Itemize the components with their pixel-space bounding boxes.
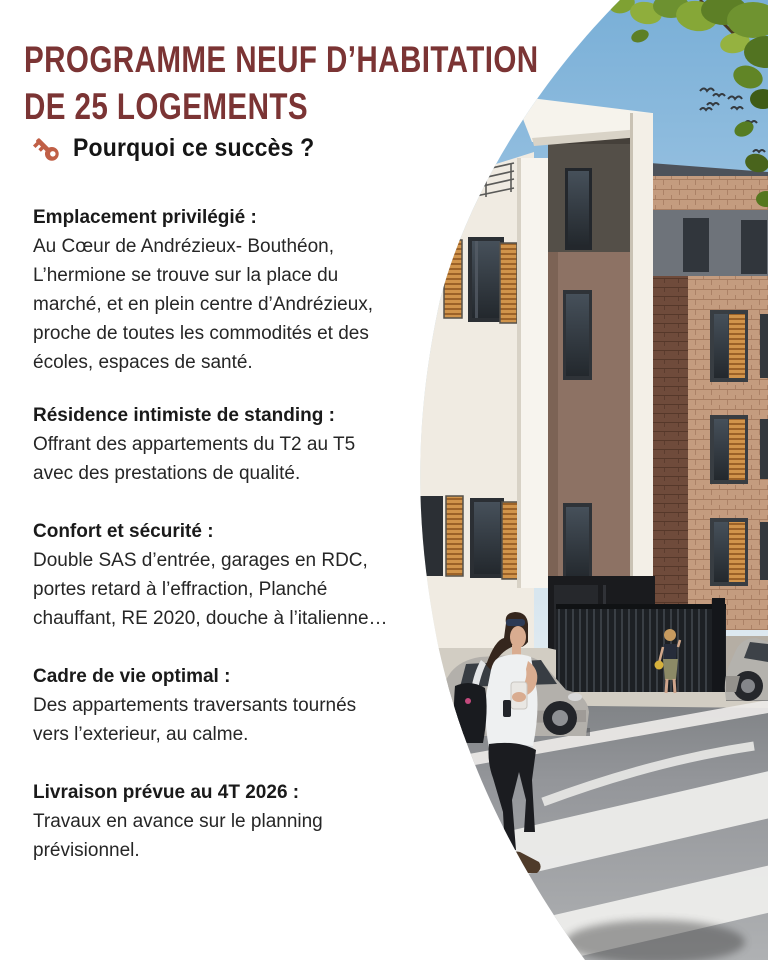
tagline bbox=[30, 132, 335, 165]
section-body bbox=[33, 430, 355, 488]
body-line: portes retard à l’effraction, Planché bbox=[33, 579, 328, 600]
body-line: vers l’exterieur, au calme. bbox=[33, 724, 249, 745]
page-title-line2: DE 25 LOGEMENTS bbox=[24, 86, 308, 127]
building-right bbox=[650, 163, 768, 630]
body-line: Au Cœur de Andrézieux- Bouthéon, bbox=[33, 236, 335, 257]
key-icon bbox=[30, 132, 63, 165]
body-line: avec des prestations de qualité. bbox=[33, 463, 301, 484]
page-title bbox=[24, 36, 539, 130]
page-title-line1: PROGRAMME NEUF D’HABITATION bbox=[24, 39, 539, 80]
section-heading: Cadre de vie optimal : bbox=[33, 666, 231, 687]
section-heading: Résidence intimiste de standing : bbox=[33, 405, 335, 426]
building-left bbox=[420, 96, 655, 656]
section-confort bbox=[33, 517, 388, 633]
section-body bbox=[33, 232, 373, 377]
section-emplacement bbox=[33, 203, 373, 377]
fence bbox=[556, 598, 726, 692]
body-line: Des appartements traversants tournés bbox=[33, 695, 357, 716]
body-line: marché, et en plein centre d’Andrézieux, bbox=[33, 294, 374, 315]
section-livraison bbox=[33, 778, 323, 865]
shuttered-window bbox=[710, 310, 748, 382]
body-line: prévisionnel. bbox=[33, 840, 140, 861]
body-line: Double SAS d’entrée, garages en RDC, bbox=[33, 550, 368, 571]
body-line: écoles, espaces de santé. bbox=[33, 352, 253, 373]
section-body bbox=[33, 691, 356, 749]
body-line: Offrant des appartements du T2 au T5 bbox=[33, 434, 356, 455]
section-body bbox=[33, 546, 388, 633]
shuttered-window bbox=[710, 415, 748, 484]
shuttered-window bbox=[710, 518, 748, 586]
section-heading: Emplacement privilégié : bbox=[33, 207, 257, 228]
body-line: Travaux en avance sur le planning bbox=[33, 811, 323, 832]
section-heading: Confort et sécurité : bbox=[33, 521, 214, 542]
body-line: L’hermione se trouve sur la place du bbox=[33, 265, 339, 286]
section-cadre bbox=[33, 662, 356, 749]
section-heading: Livraison prévue au 4T 2026 : bbox=[33, 782, 300, 803]
section-residence bbox=[33, 401, 355, 488]
body-line: proche de toutes les commodités et des bbox=[33, 323, 369, 344]
tagline-text: Pourquoi ce succès ? bbox=[73, 134, 315, 162]
body-line: chauffant, RE 2020, douche à l’italienne… bbox=[33, 608, 388, 629]
section-body bbox=[33, 807, 323, 865]
